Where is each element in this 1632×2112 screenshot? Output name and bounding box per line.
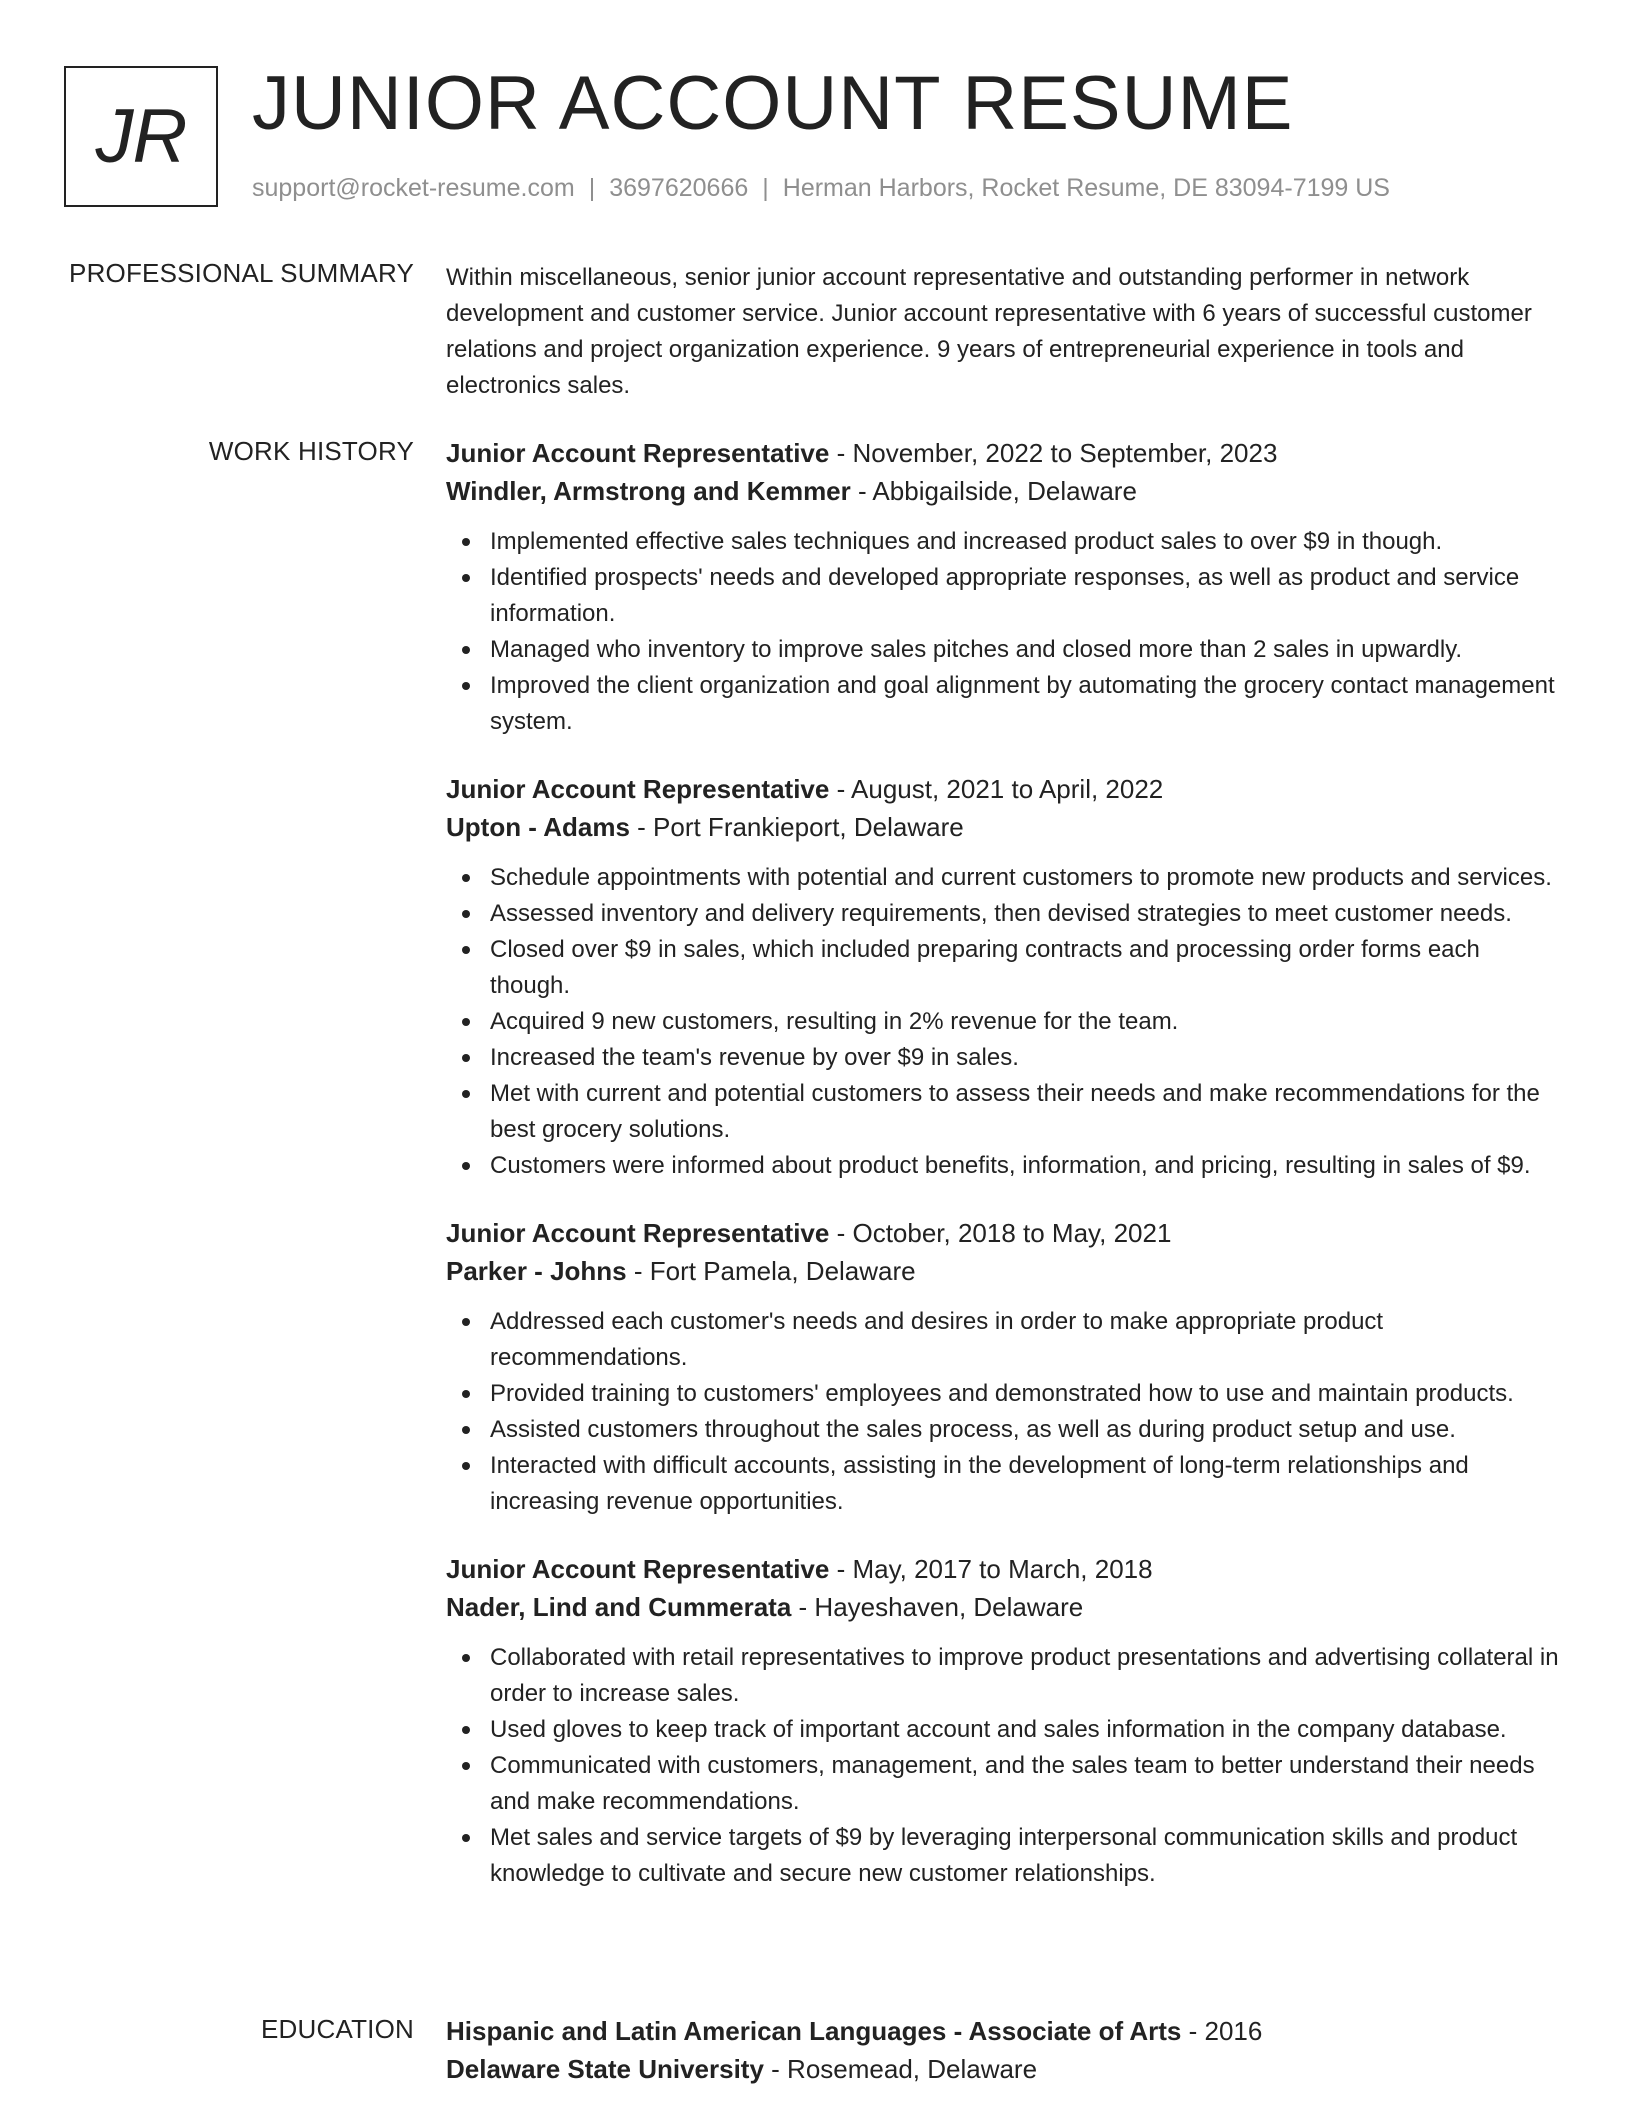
job-dates: - August, 2021 to April, 2022 [829,774,1164,804]
page-title: JUNIOR ACCOUNT RESUME [252,61,1294,146]
education-heading: EDUCATION [261,2014,414,2044]
list-item: Used gloves to keep track of important account and sales information in the company database. [490,1712,1566,1748]
contact-address: Herman Harbors, Rocket Resume, DE 83094-7199 US [782,174,1390,202]
job-entry [446,1214,1566,1520]
job-title-line [446,1550,1566,1588]
list-item: Addressed each customer's needs and desires in order to make appropriate product recommendations. [490,1304,1566,1376]
education-degree-line [446,2012,1566,2050]
education-degree: Hispanic and Latin American Languages - Associate of Arts [446,2016,1182,2046]
job-bullets [446,524,1566,740]
job-company: Windler, Armstrong and Kemmer [446,476,851,506]
job-company-line [446,472,1566,510]
job-title-line [446,434,1566,472]
job-bullets [446,860,1566,1184]
list-item: Provided training to customers' employees and demonstrated how to use and maintain products. [490,1376,1566,1412]
job-title: Junior Account Representative [446,774,830,804]
job-entry [446,770,1566,1184]
contact-separator: | [588,174,596,202]
job-company-line [446,1588,1566,1626]
education-location: - Rosemead, Delaware [763,2054,1038,2084]
list-item: Closed over $9 in sales, which included preparing contracts and processing order forms each though. [490,932,1566,1004]
job-location: - Port Frankieport, Delaware [629,812,964,842]
work-history-heading: WORK HISTORY [208,436,414,466]
job-dates: - November, 2022 to September, 2023 [829,438,1278,468]
education-school-line [446,2050,1566,2088]
contact-line [252,174,1390,203]
job-company: Parker - Johns [446,1256,627,1286]
education-body [446,2012,1566,2088]
list-item: Improved the client organization and goal alignment by automating the grocery contact management system. [490,668,1566,740]
job-location: - Fort Pamela, Delaware [626,1256,916,1286]
work-history-body [446,434,1566,1922]
education-year: - 2016 [1181,2016,1263,2046]
job-company-line [446,808,1566,846]
job-company-line [446,1252,1566,1290]
list-item: Customers were informed about product benefits, information, and pricing, resulting in sales of $9. [490,1148,1566,1184]
list-item: Met with current and potential customers to assess their needs and make recommendations for the best grocery solutions. [490,1076,1566,1148]
job-dates: - October, 2018 to May, 2021 [829,1218,1172,1248]
list-item: Acquired 9 new customers, resulting in 2% revenue for the team. [490,1004,1566,1040]
list-item: Schedule appointments with potential and current customers to promote new products and services. [490,860,1566,896]
job-bullets [446,1640,1566,1892]
list-item: Implemented effective sales techniques and increased product sales to over $9 in though. [490,524,1566,560]
job-title-line [446,1214,1566,1252]
job-company: Upton - Adams [446,812,630,842]
job-location: - Abbigailside, Delaware [850,476,1137,506]
list-item: Assisted customers throughout the sales process, as well as during product setup and use. [490,1412,1566,1448]
list-item: Collaborated with retail representatives to improve product presentations and advertising collateral in order to increase sales. [490,1640,1566,1712]
summary-body [446,260,1566,404]
job-title: Junior Account Representative [446,1218,830,1248]
list-item: Increased the team's revenue by over $9 in sales. [490,1040,1566,1076]
list-item: Met sales and service targets of $9 by leveraging interpersonal communication skills and product knowledge to cultivate and secure new customer relationships. [490,1820,1566,1892]
job-title: Junior Account Representative [446,438,830,468]
job-location: - Hayeshaven, Delaware [791,1592,1084,1622]
job-dates: - May, 2017 to March, 2018 [829,1554,1153,1584]
job-bullets [446,1304,1566,1520]
list-item: Assessed inventory and delivery requirements, then devised strategies to meet customer needs. [490,896,1566,932]
list-item: Identified prospects' needs and developed appropriate responses, as well as product and service information. [490,560,1566,632]
contact-phone: 3697620666 [609,174,749,202]
contact-email: support@rocket-resume.com [252,174,575,202]
summary-text: Within miscellaneous, senior junior account representative and outstanding performer in network development and customer service. Junior account representative with 6 years of successful customer relations and project organization experience. 9 years of entrepreneurial experience in tools and electronics sales. [446,264,1532,399]
job-title: Junior Account Representative [446,1554,830,1584]
job-company: Nader, Lind and Cummerata [446,1592,792,1622]
job-entry [446,1550,1566,1892]
education-school: Delaware State University [446,2054,764,2084]
contact-separator: | [762,174,769,202]
list-item: Interacted with difficult accounts, assisting in the development of long-term relationships and increasing revenue opportunities. [490,1448,1566,1520]
list-item: Communicated with customers, management, and the sales team to better understand their needs and make recommendations. [490,1748,1566,1820]
list-item: Managed who inventory to improve sales pitches and closed more than 2 sales in upwardly. [490,632,1566,668]
monogram: JR [64,66,218,207]
job-title-line [446,770,1566,808]
summary-heading: PROFESSIONAL SUMMARY [69,258,414,288]
job-entry [446,434,1566,740]
